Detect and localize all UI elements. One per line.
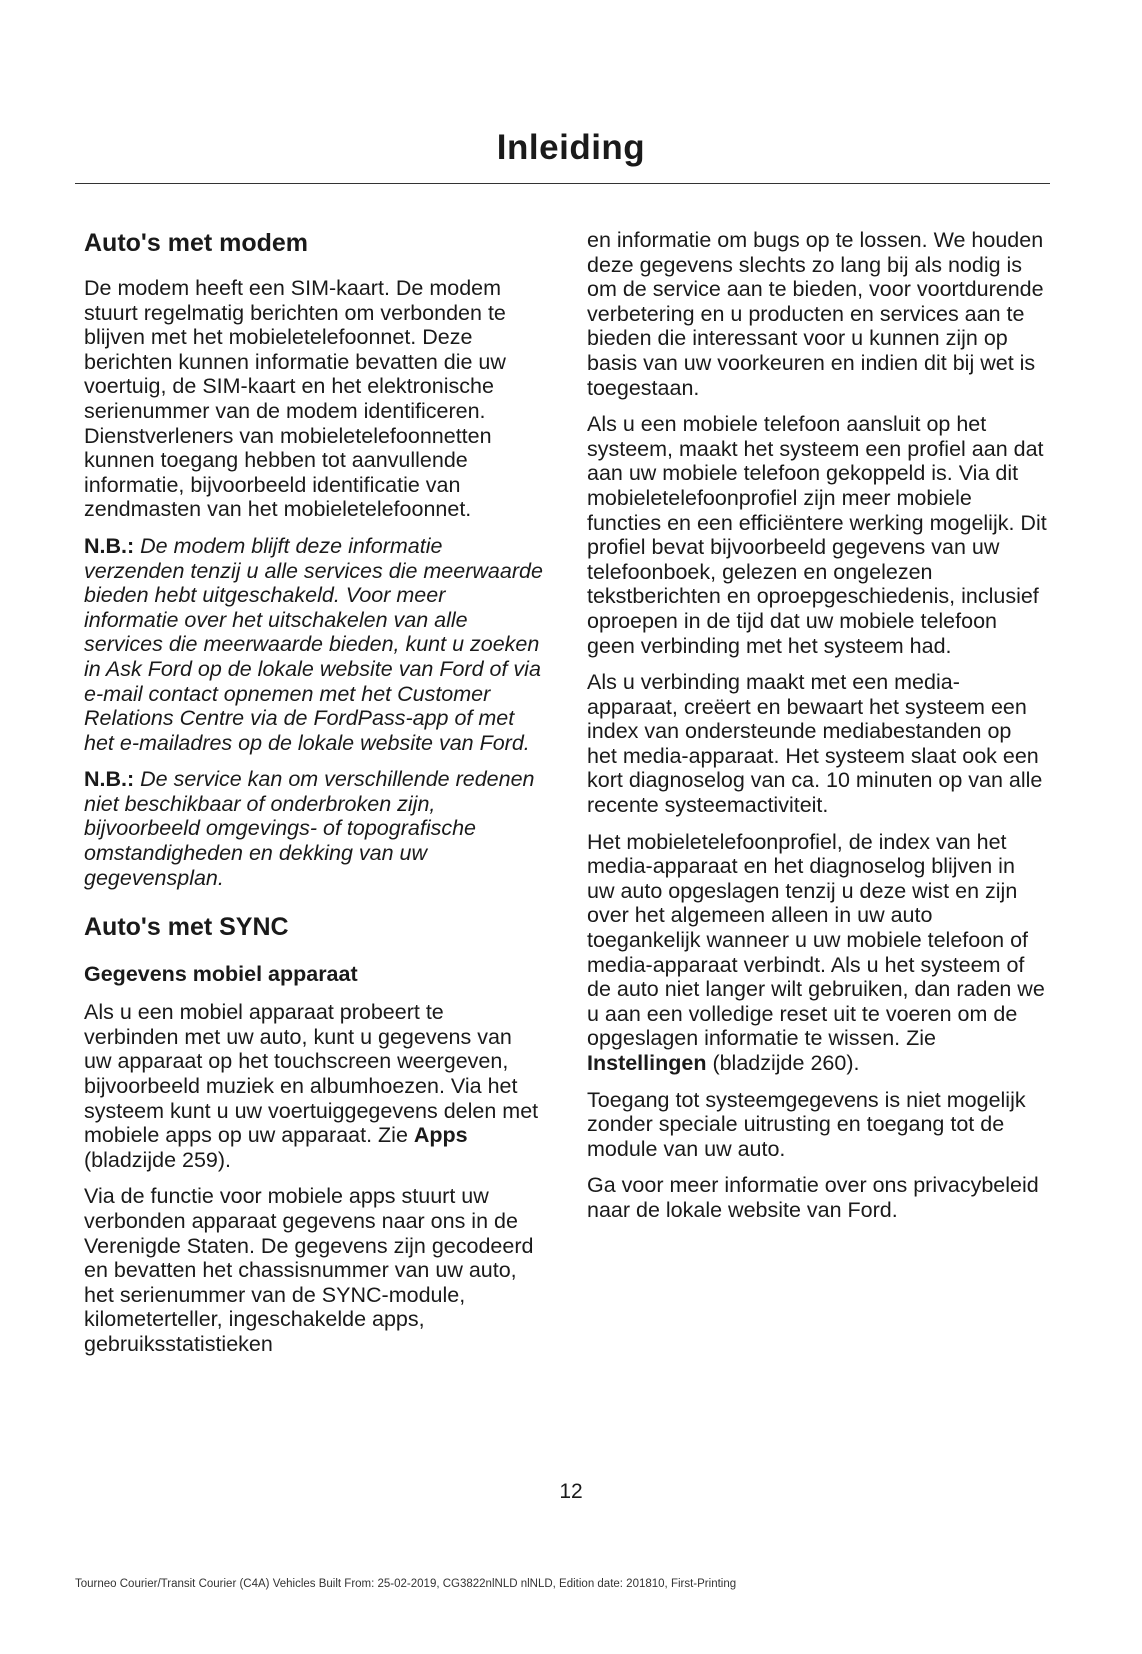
section-heading-modem: Auto's met modem [84,229,309,257]
apps-reference-link[interactable]: Apps [413,1123,468,1148]
note-label: N.B.: [84,767,135,792]
paragraph-reset: Het mobieletelefoonprofiel, de index van het media-apparaat en het diagnoselog blijven in uw auto opgeslagen tenzij u deze wist en zijn over het algemeen alleen in uw auto toegankelijk wanneer u uw mobiele telefoon of media-apparaat verbindt. Als u het systeem of de auto niet langer wilt gebruiken, dan raden we u aan een volledige reset uit te voeren om de opgeslagen informatie te wissen. Zie Instellingen (bladzijde 260). [587,829,1045,1075]
paragraph-bugs-continued: en informatie om bugs op te lossen. We houden deze gegevens slechts zo lang bij als nodig is om de service aan te bieden, voor voortdurende verbetering en u producten en services aan te bieden die interessant voor u kunnen zijn op basis van uw voorkeuren en indien dit bij wet is toegestaan. [587,228,1044,400]
page-title: Inleiding [496,128,646,167]
paragraph-phone-profile: Als u een mobiele telefoon aansluit op het systeem, maakt het systeem een profiel aan dat aan uw mobiele telefoon gekoppeld is. Via dit mobieletelefoonprofiel zijn meer mobiele functies en een efficiëntere werking mogelijk. Dit profiel bevat bijvoorbeeld gegevens van uw telefoonboek, gelezen en ongelezen tekstberichten en oproepgeschiedenis, inclusief oproepen in de tijd dat uw mobiele telefoon geen verbinding met het systeem had. [587,412,1047,658]
paragraph-system-data-access: Toegang tot systeemgegevens is niet mogelijk zonder speciale uitrusting en toegang tot de module van uw auto. [587,1087,1026,1161]
section-heading-sync: Auto's met SYNC [84,913,289,942]
note-modem [84,534,544,755]
paragraph-mobile-apps: Via de functie voor mobiele apps stuurt uw verbonden apparaat gegevens naar ons in de Verenigde Staten. De gegevens zijn gecodeerd en bevatten het chassisnummer van uw auto, het serienummer van de SYNC-module, kilometerteller, ingeschakelde apps, gebruiksstatistieken [84,1184,534,1356]
note-service [84,767,544,890]
right-column [587,228,1047,1235]
settings-reference-link[interactable]: Instellingen [587,1051,707,1075]
paragraph-mobile-device: Als u een mobiel apparaat probeert te verbinden met uw auto, kunt u gegevens van uw apparaat op het touchscreen weergeven, bijvoorbeeld muziek en albumhoezen. Via het systeem kunt u uw voertuiggegevens delen met mobiele apps op uw apparaat. Zie Apps (bladzijde 259). [84,1000,539,1172]
note-label: N.B.: [84,533,135,558]
paragraph-media-device: Als u verbinding maakt met een media-apparaat, creëert en bewaart het systeem een index van ondersteunde mediabestanden op het media-apparaat. Het systeem slaat ook een kort diagnoselog van ca. 10 minuten op van alle recente systeemactiviteit. [587,670,1043,818]
page-number: 12 [559,1480,583,1503]
paragraph-privacy: Ga voor meer informatie over ons privacybeleid naar de lokale website van Ford. [587,1173,1039,1222]
subheading-mobile-device-data: Gegevens mobiel apparaat [84,962,358,987]
footer-edition-info: Tourneo Courier/Transit Courier (C4A) Vehicles Built From: 25-02-2019, CG3822nlNLD nlNLD, Edition date: 201810, First-Printing [75,1578,737,1590]
title-divider [75,183,1050,184]
note-text: De service kan om verschillende redenen niet beschikbaar of onderbroken zijn, bijvoorbeeld omgevings- of topografische omstandigheden en dekking van uw gegevensplan. [84,767,535,890]
note-text: De modem blijft deze informatie verzenden tenzij u alle services die meerwaarde bieden hebt uitgeschakeld. Voor meer informatie over het uitschakelen van alle services die meerwaarde bieden, kunt u zoeken in Ask Ford op de lokale website van Ford of via e-mail contact opnemen met het Customer Relations Centre via de FordPass-app of met het e-mailadres op de lokale website van Ford. [84,533,543,755]
left-column [84,228,544,1369]
paragraph-modem-intro: De modem heeft een SIM-kaart. De modem stuurt regelmatig berichten om verbonden te blijven met het mobieletelefoonnet. Deze berichten kunnen informatie bevatten die uw voertuig, de SIM-kaart en het elektronische serienummer van de modem identificeren. Dienstverleners van mobieletelefoonnetten kunnen toegang hebben tot aanvullende informatie, bijvoorbeeld identificatie van zendmasten van het mobieletelefoonnet. [84,276,506,522]
